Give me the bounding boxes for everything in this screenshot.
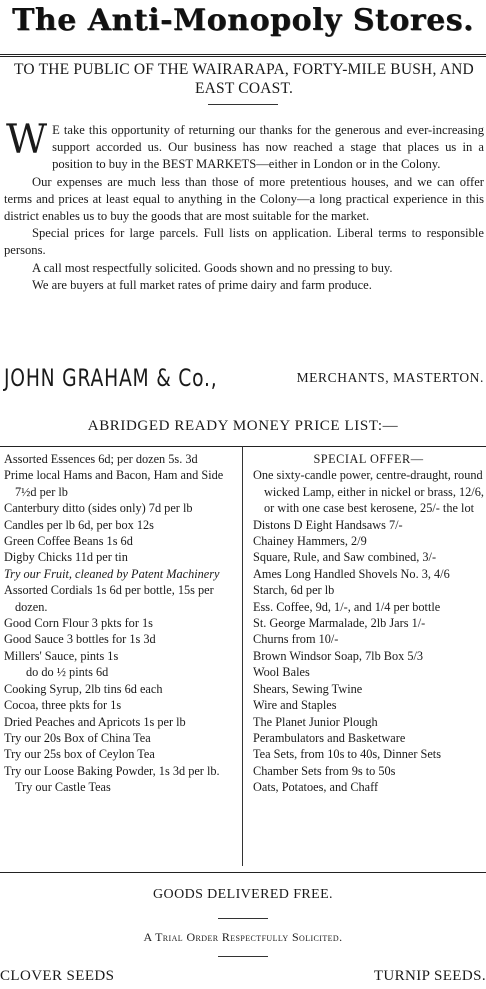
divider xyxy=(218,956,268,957)
masthead-title: The Anti-Monopoly Stores. xyxy=(11,3,475,38)
list-item: Ess. Coffee, 9d, 1/-, and 1/4 per bottle xyxy=(253,599,441,614)
list-item: Square, Rule, and Saw combined, 3/- xyxy=(253,550,437,565)
list-item: Canterbury ditto (sides only) 7d per lb xyxy=(4,501,193,516)
list-item: Perambulators and Basketware xyxy=(253,730,406,745)
list-item: Oats, Potatoes, and Chaff xyxy=(253,780,379,795)
list-item: Tea Sets, from 10s to 40s, Dinner Sets xyxy=(253,747,442,762)
list-item: Assorted Essences 6d; per dozen 5s. 3d xyxy=(4,452,198,466)
intro-paragraph-1: E take this opportunity of returning our thanks for the generous and ever-increasing support accorded us. Our business has now reached a stage that places us in a position to buy in the BEST MARKETS—either in London or in the Colony. xyxy=(52,123,484,172)
intro-paragraph-5: We are buyers at full market rates of prime dairy and farm produce. xyxy=(32,277,372,292)
list-item: St. George Marmalade, 2lb Jars 1/- xyxy=(253,616,426,631)
column-divider xyxy=(242,446,243,866)
list-item: Try our 25s box of Ceylon Tea xyxy=(4,747,155,762)
list-item: Wire and Staples xyxy=(253,698,337,713)
list-item: Prime local Hams and Bacon, Ham and Side 7½d per lb xyxy=(4,468,224,499)
list-item: Wool Bales xyxy=(253,665,310,680)
list-item: Cooking Syrup, 2lb tins 6d each xyxy=(4,681,163,696)
list-item: Brown Windsor Soap, 7lb Box 5/3 xyxy=(253,648,424,663)
intro-text xyxy=(4,117,484,294)
address-heading: TO THE PUBLIC OF THE WAIRARAPA, FORTY-MILE BUSH, AND EAST COAST. xyxy=(14,61,474,97)
price-list-rule xyxy=(0,446,486,447)
merchant-line xyxy=(4,364,484,396)
intro-paragraph-2: Our expenses are much less than those of more pretentious houses, and we can offer terms and prices at least equal to anything in the Colony—a long practical experience in this district enables us to buy the goods that are most suitable for the market. xyxy=(4,174,484,224)
list-item: Try our Loose Baking Powder, 1s 3d per lb. Try our Castle Teas xyxy=(4,763,220,795)
footer-rule xyxy=(0,872,486,873)
list-item: Good Corn Flour 3 pkts for 1s xyxy=(4,616,153,631)
list-item: Good Sauce 3 bottles for 1s 3d xyxy=(4,632,156,647)
divider xyxy=(218,918,268,919)
merchant-place: MERCHANTS, MASTERTON. xyxy=(296,370,484,385)
list-item: The Planet Junior Plough xyxy=(253,714,378,729)
list-item: Chamber Sets from 9s to 50s xyxy=(253,763,396,778)
list-item: Digby Chicks 11d per tin xyxy=(4,550,128,565)
list-item: Assorted Cordials 1s 6d per bottle, 15s per dozen. xyxy=(4,583,214,614)
list-item: Millers' Sauce, pints 1s xyxy=(4,648,119,663)
price-list-right-column xyxy=(253,451,484,796)
list-item: Shears, Sewing Twine xyxy=(253,681,363,696)
list-item: Churns from 10/- xyxy=(253,632,339,647)
intro-paragraph-4: A call most respectfully solicited. Goods shown and no pressing to buy. xyxy=(32,260,393,275)
turnip-seeds-label: TURNIP SEEDS. xyxy=(373,968,486,984)
list-item: Chainey Hammers, 2/9 xyxy=(253,534,367,549)
list-item: Candles per lb 6d, per box 12s xyxy=(4,517,154,532)
list-item: Try our 20s Box of China Tea xyxy=(4,730,151,745)
intro-paragraph-3: Special prices for large parcels. Full lists on application. Liberal terms to responsible persons. xyxy=(4,226,484,258)
divider xyxy=(208,104,278,105)
list-item: Dried Peaches and Apricots 1s per lb xyxy=(4,714,186,729)
list-item: Distons D Eight Handsaws 7/- xyxy=(253,517,403,532)
clover-seeds-label: CLOVER SEEDS xyxy=(0,968,115,984)
list-item: Ames Long Handled Shovels No. 3, 4/6 xyxy=(253,566,450,581)
list-item: Starch, 6d per lb xyxy=(253,583,335,598)
list-item: do do ½ pints 6d xyxy=(26,665,109,680)
list-item: Green Coffee Beans 1s 6d xyxy=(4,534,133,549)
trial-order-notice: A Trial Order Respectfully Solicited. xyxy=(143,930,343,944)
dropcap: W xyxy=(6,117,48,163)
list-item: One sixty-candle power, centre-draught, round wicked Lamp, either in nickel or brass, 12/6, or with one case best kerosene, 25/- the lot xyxy=(253,468,484,516)
delivery-notice: GOODS DELIVERED FREE. xyxy=(153,887,333,902)
merchant-name: JOHN GRAHAM & Co., xyxy=(4,364,218,392)
list-item: Cocoa, three pkts for 1s xyxy=(4,698,122,713)
masthead-rule xyxy=(0,54,486,57)
special-offer-heading: SPECIAL OFFER— xyxy=(313,452,424,466)
list-item: Try our Fruit, cleaned by Patent Machinery xyxy=(4,566,220,581)
price-list-title: ABRIDGED READY MONEY PRICE LIST:— xyxy=(87,418,399,434)
price-list-left-column xyxy=(4,451,238,796)
